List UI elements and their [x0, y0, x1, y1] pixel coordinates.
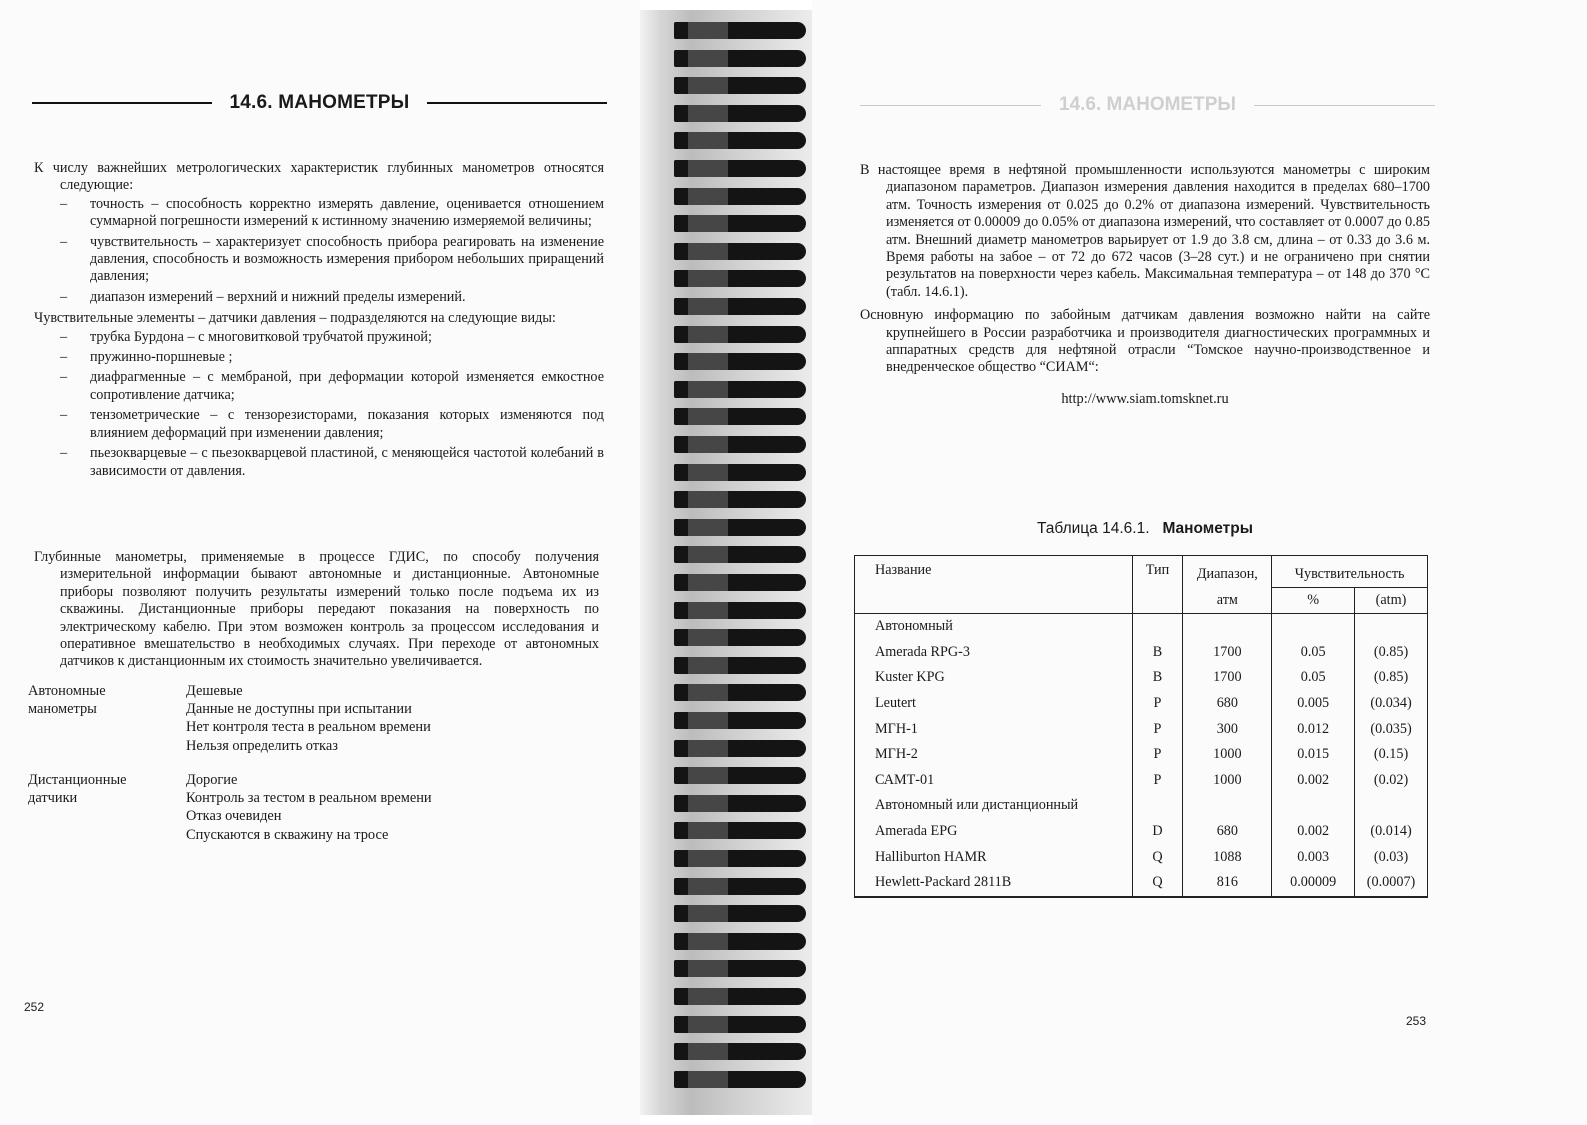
cell-type: P — [1132, 768, 1183, 794]
empty-cell — [1355, 614, 1428, 640]
list-item: Контроль за тестом в реальном времени — [186, 790, 432, 807]
header-range: Диапазон, — [1183, 556, 1272, 588]
deep-gauges-paragraph: Глубинные манометры, применяемые в процессе ГДИС, по способу получения измерительной информации бывают автономные и дистанционные. Автономные приборы позволяют получить результаты измерений только после подъема их из скважины. Дистанционные приборы передают показания на поверхность по электрическому кабелю. При этом возможен контроль за процессом исследования и оперативное вмешательство в необходимых случаях. При переходе от автономных датчиков к дистанционным их стоимость значительно увеличивается. — [34, 549, 599, 670]
sensors-list — [34, 329, 604, 480]
header-atm: (atm) — [1355, 588, 1428, 614]
spiral-coil-shade — [688, 408, 728, 425]
table-row — [855, 640, 1428, 666]
cell-type: B — [1132, 665, 1183, 691]
deep-gauges-section — [34, 549, 599, 671]
spiral-coil-shade — [688, 491, 728, 508]
cell-type: Q — [1132, 844, 1183, 870]
cell-name: Leutert — [875, 695, 916, 712]
spiral-coil-shade — [688, 215, 728, 232]
cell-range: 1700 — [1183, 665, 1272, 691]
pressure-range-paragraph: В настоящее время в нефтяной промышленности используются манометры с широким диапазоном параметров. Диапазон измерения давления находится в пределах 680–1700 атм. Точность измерения от 0.025 до 0.2% от диапазона измерений. Чувствительность изменяется от 0.00009 до 0.05% от диапазона измерений, что составляет от 0.0007 до 0.85 атм. Внешний диаметр манометров варьирует от 1.9 до 3.8 см, длина – от 0.33 до 3.6 м. Время работы на забое – от 72 до 672 часов (3–28 сут.) и не ограничено при снятии результатов на поверхности через кабель. Максимальная температура – от 148 до 370 °С (табл. 14.6.1). — [860, 162, 1430, 300]
cell-name: Amerada EPG — [875, 823, 958, 840]
empty-cell — [1183, 614, 1272, 640]
cell-atm: (0.03) — [1355, 844, 1428, 870]
spiral-coil-shade — [688, 22, 728, 39]
cell-atm: (0.02) — [1355, 768, 1428, 794]
cell-atm: (0.85) — [1355, 665, 1428, 691]
spiral-coil-shade — [688, 878, 728, 895]
spiral-coil-shade — [688, 243, 728, 260]
page-number-right: 253 — [1406, 1014, 1427, 1028]
table-caption-prefix: Таблица 14.6.1. — [1037, 520, 1150, 537]
table-row — [855, 742, 1428, 768]
list-item: – диапазон измерений – верхний и нижний пределы измерений. — [34, 289, 604, 306]
spiral-coil-shade — [688, 657, 728, 674]
table-body — [855, 614, 1428, 897]
spiral-coil-shade — [688, 684, 728, 701]
empty-cell — [1272, 793, 1355, 819]
siam-url[interactable]: http://www.siam.tomsknet.ru — [1061, 391, 1229, 407]
cell-range: 1000 — [1183, 768, 1272, 794]
list-item: Дешевые — [186, 683, 243, 699]
heading-rule-left — [860, 105, 1041, 106]
empty-cell — [1183, 793, 1272, 819]
cell-name: Hewlett-Packard 2811B — [875, 874, 1012, 891]
spiral-coil-shade — [688, 519, 728, 536]
cell-type: P — [1132, 691, 1183, 717]
spiral-coil-shade — [688, 602, 728, 619]
cell-pct: 0.012 — [1272, 716, 1355, 742]
cell-atm: (0.035) — [1355, 716, 1428, 742]
autonomous-label: Автономные манометры — [28, 683, 106, 718]
section-heading — [32, 88, 607, 118]
table-row — [855, 716, 1428, 742]
group-title: Автономный — [875, 618, 953, 635]
manometers-table — [854, 555, 1428, 898]
page-number-left: 252 — [24, 1000, 45, 1014]
list-item: Данные не доступны при испытании — [186, 701, 412, 718]
spiral-coil-shade — [688, 960, 728, 977]
table-row — [855, 691, 1428, 717]
cell-pct: 0.015 — [1272, 742, 1355, 768]
group-title: Автономный или дистанционный — [875, 797, 1079, 814]
cell-name: САМТ-01 — [875, 771, 935, 788]
cell-atm: (0.85) — [1355, 640, 1428, 666]
spiral-coil-shade — [688, 988, 728, 1005]
header-sensitivity: Чувствительность — [1272, 556, 1428, 588]
cell-range: 816 — [1183, 870, 1272, 897]
list-item: Спускаются в скважину на тросе — [186, 826, 389, 843]
cell-type: P — [1132, 716, 1183, 742]
spiral-coil-shade — [688, 1016, 728, 1033]
spiral-coil-shade — [688, 353, 728, 370]
siam-paragraph: Основную информацию по забойным датчикам давления возможно найти на сайте крупнейшего в России разработчика и производителя диагностических программных и аппаратных средств для нефтяной отрасли “Томское научно-производственное и внедренческое общество “СИАМ“: — [860, 307, 1430, 376]
cell-name: Kuster KPG — [875, 669, 945, 686]
spiral-coil-shade — [688, 188, 728, 205]
empty-cell — [1272, 614, 1355, 640]
cell-type: B — [1132, 640, 1183, 666]
cell-range: 680 — [1183, 691, 1272, 717]
list-item: – пьезокварцевые – с пьезокварцевой пластиной, с меняющейся частотой колебаний в зависимости от давления. — [34, 445, 604, 480]
spiral-binding — [640, 10, 812, 1115]
spiral-coil-shade — [688, 50, 728, 67]
table-caption — [860, 520, 1430, 538]
empty-cell — [1132, 614, 1183, 640]
table-group-row — [855, 793, 1428, 819]
list-item: – трубка Бурдона – с многовитковой трубчатой пружиной; — [34, 329, 604, 346]
empty-cell — [1355, 793, 1428, 819]
list-item: Дорогие — [186, 772, 238, 788]
list-item: – диафрагменные – с мембраной, при деформации которой изменяется емкостное сопротивление датчика; — [34, 369, 604, 404]
header-range-unit: атм — [1183, 588, 1272, 614]
cell-range: 1088 — [1183, 844, 1272, 870]
cell-pct: 0.00009 — [1272, 870, 1355, 897]
table-caption-title: Манометры — [1162, 520, 1253, 537]
characteristics-section — [34, 160, 604, 483]
list-item: – точность – способность корректно измерять давление, оценивается отношением суммарной погрешности измерений к истинному значению измеряемой величины; — [34, 196, 604, 231]
section-title-faded: 14.6. МАНОМЕТРЫ — [1059, 94, 1236, 115]
list-item: Нельзя определить отказ — [186, 737, 338, 754]
spiral-coil-shade — [688, 436, 728, 453]
table-row — [855, 844, 1428, 870]
remote-features — [186, 771, 606, 844]
spiral-coil-shade — [688, 160, 728, 177]
list-item: Отказ очевиден — [186, 808, 282, 825]
autonomous-features — [186, 682, 606, 755]
spiral-coil-shade — [688, 270, 728, 287]
cell-atm: (0.034) — [1355, 691, 1428, 717]
spiral-coil-shade — [688, 381, 728, 398]
cell-pct: 0.003 — [1272, 844, 1355, 870]
cell-pct: 0.05 — [1272, 640, 1355, 666]
table-row — [855, 819, 1428, 845]
sensors-intro: Чувствительные элементы – датчики давления – подразделяются на следующие виды: — [34, 310, 556, 327]
remote-label: Дистанционные датчики — [28, 772, 127, 807]
cell-pct: 0.002 — [1272, 768, 1355, 794]
cell-range: 1000 — [1183, 742, 1272, 768]
spiral-coil-shade — [688, 105, 728, 122]
spiral-coil-shade — [688, 795, 728, 812]
table-group-row — [855, 614, 1428, 640]
spiral-coil-shade — [688, 132, 728, 149]
section-title: 14.6. МАНОМЕТРЫ — [229, 92, 410, 113]
table-row — [855, 870, 1428, 897]
list-item: – чувствительность – характеризует способность прибора реагировать на изменение давления, способность и возможность измерения прибором небольших приращений давления; — [34, 234, 604, 286]
cell-type: P — [1132, 742, 1183, 768]
cell-name: МГН-2 — [875, 746, 918, 763]
cell-pct: 0.005 — [1272, 691, 1355, 717]
spiral-coil-shade — [688, 464, 728, 481]
spiral-coil-shade — [688, 905, 728, 922]
section-heading-faded — [860, 92, 1435, 118]
spiral-coil-shade — [688, 850, 728, 867]
spiral-coil-shade — [688, 933, 728, 950]
left-page — [0, 0, 640, 1125]
list-item: Нет контроля теста в реальном времени — [186, 719, 431, 736]
cell-type: D — [1132, 819, 1183, 845]
spiral-coil-shade — [688, 822, 728, 839]
heading-rule-right — [1254, 105, 1435, 106]
list-item: – тензометрические – с тензорезисторами, показания которых изменяются под влиянием деформаций при изменении давления; — [34, 407, 604, 442]
cell-atm: (0.0007) — [1355, 870, 1428, 897]
spiral-coil-shade — [688, 574, 728, 591]
cell-range: 1700 — [1183, 640, 1272, 666]
empty-cell — [1132, 793, 1183, 819]
spiral-coil-shade — [688, 740, 728, 757]
intro-paragraph: К числу важнейших метрологических характеристик глубинных манометров относятся следующие: — [34, 160, 604, 194]
spiral-coil-shade — [688, 712, 728, 729]
header-type: Тип — [1132, 556, 1183, 614]
header-name: Название — [855, 556, 1133, 614]
spiral-coil-shade — [688, 77, 728, 94]
heading-rule-right — [427, 102, 607, 104]
table-row — [855, 768, 1428, 794]
cell-pct: 0.002 — [1272, 819, 1355, 845]
cell-range: 680 — [1183, 819, 1272, 845]
spiral-coil-shade — [688, 298, 728, 315]
heading-rule-left — [32, 102, 212, 104]
cell-atm: (0.014) — [1355, 819, 1428, 845]
cell-range: 300 — [1183, 716, 1272, 742]
spiral-coil-shade — [688, 629, 728, 646]
list-item: – пружинно-поршневые ; — [34, 349, 604, 366]
cell-name: Halliburton HAMR — [875, 848, 987, 865]
header-pct: % — [1272, 588, 1355, 614]
cell-pct: 0.05 — [1272, 665, 1355, 691]
spiral-coil-shade — [688, 1071, 728, 1088]
right-text-section — [860, 162, 1430, 377]
cell-name: МГН-1 — [875, 720, 918, 737]
spiral-coil-shade — [688, 546, 728, 563]
spiral-coil-shade — [688, 767, 728, 784]
cell-name: Amerada RPG-3 — [875, 643, 970, 660]
cell-atm: (0.15) — [1355, 742, 1428, 768]
table-row — [855, 665, 1428, 691]
spiral-coil-shade — [688, 326, 728, 343]
cell-type: Q — [1132, 870, 1183, 897]
spiral-coil-shade — [688, 1043, 728, 1060]
characteristics-list — [34, 196, 604, 306]
